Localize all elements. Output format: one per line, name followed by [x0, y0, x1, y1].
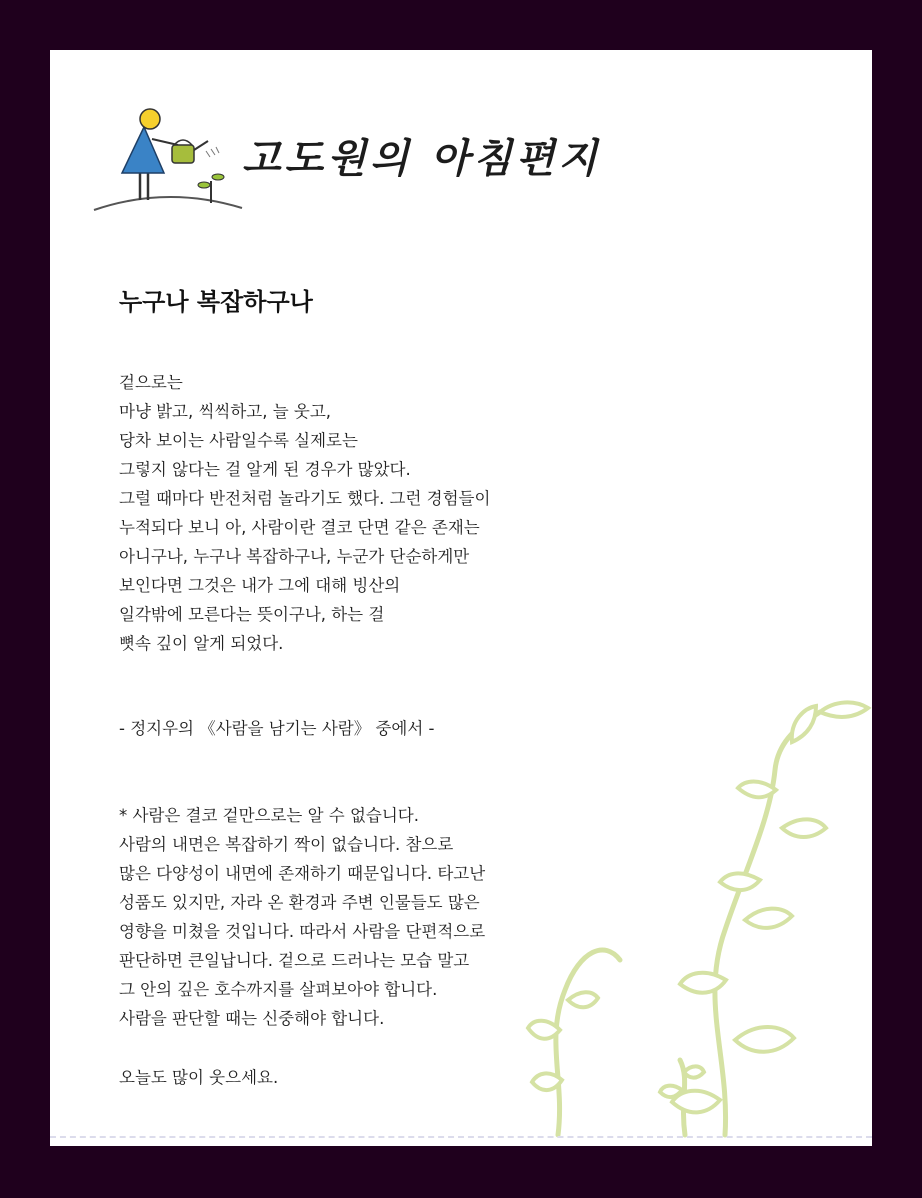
letter-body [119, 368, 490, 658]
body-line: 그렇지 않다는 걸 알게 된 경우가 많았다. [119, 460, 411, 479]
body-line: 일각밖에 모른다는 뜻이구나, 하는 걸 [119, 605, 385, 624]
letter-card [50, 50, 872, 1146]
closing-line [119, 1063, 278, 1092]
comment-line: 성품도 있지만, 자라 온 환경과 주변 인물들도 많은 [119, 893, 480, 912]
source-citation [119, 714, 434, 743]
citation-line: - 정지우의 《사람을 남기는 사람》 중에서 - [119, 719, 435, 738]
logo-text: 고도원의 아침편지 [242, 135, 602, 182]
vine-decoration-icon [520, 700, 872, 1140]
body-line: 누적되다 보니 아, 사람이란 결코 단면 같은 존재는 [119, 518, 480, 537]
closing-text: 오늘도 많이 웃으세요. [119, 1068, 279, 1087]
comment-line: 사람을 판단할 때는 신중해야 합니다. [119, 1009, 385, 1028]
body-line: 마냥 밝고, 씩씩하고, 늘 웃고, [119, 402, 332, 421]
body-line: 보인다면 그것은 내가 그에 대해 빙산의 [119, 576, 401, 595]
body-line: 아니구나, 누구나 복잡하구나, 누군가 단순하게만 [119, 547, 470, 566]
comment-line: 그 안의 깊은 호수까지를 살펴보아야 합니다. [119, 980, 438, 999]
site-logo[interactable] [92, 105, 622, 220]
comment-line: * 사람은 결코 겉만으로는 알 수 없습니다. [119, 806, 419, 825]
body-line: 뼛속 깊이 알게 되었다. [119, 634, 284, 653]
comment-line: 많은 다양성이 내면에 존재하기 때문입니다. 타고난 [119, 864, 486, 883]
comment-line: 영향을 미쳤을 것입니다. 따라서 사람을 단편적으로 [119, 922, 486, 941]
page-title: 누구나 복잡하구나 [119, 288, 313, 316]
body-line: 그럴 때마다 반전처럼 놀라기도 했다. 그런 경험들이 [119, 489, 491, 508]
body-line: 겉으로는 [119, 373, 183, 392]
comment-block [119, 801, 485, 1033]
body-line: 당차 보이는 사람일수록 실제로는 [119, 431, 358, 450]
bottom-divider [50, 1136, 872, 1138]
comment-line: 사람의 내면은 복잡하기 짝이 없습니다. 참으로 [119, 835, 454, 854]
comment-line: 판단하면 큰일납니다. 겉으로 드러나는 모습 말고 [119, 951, 470, 970]
